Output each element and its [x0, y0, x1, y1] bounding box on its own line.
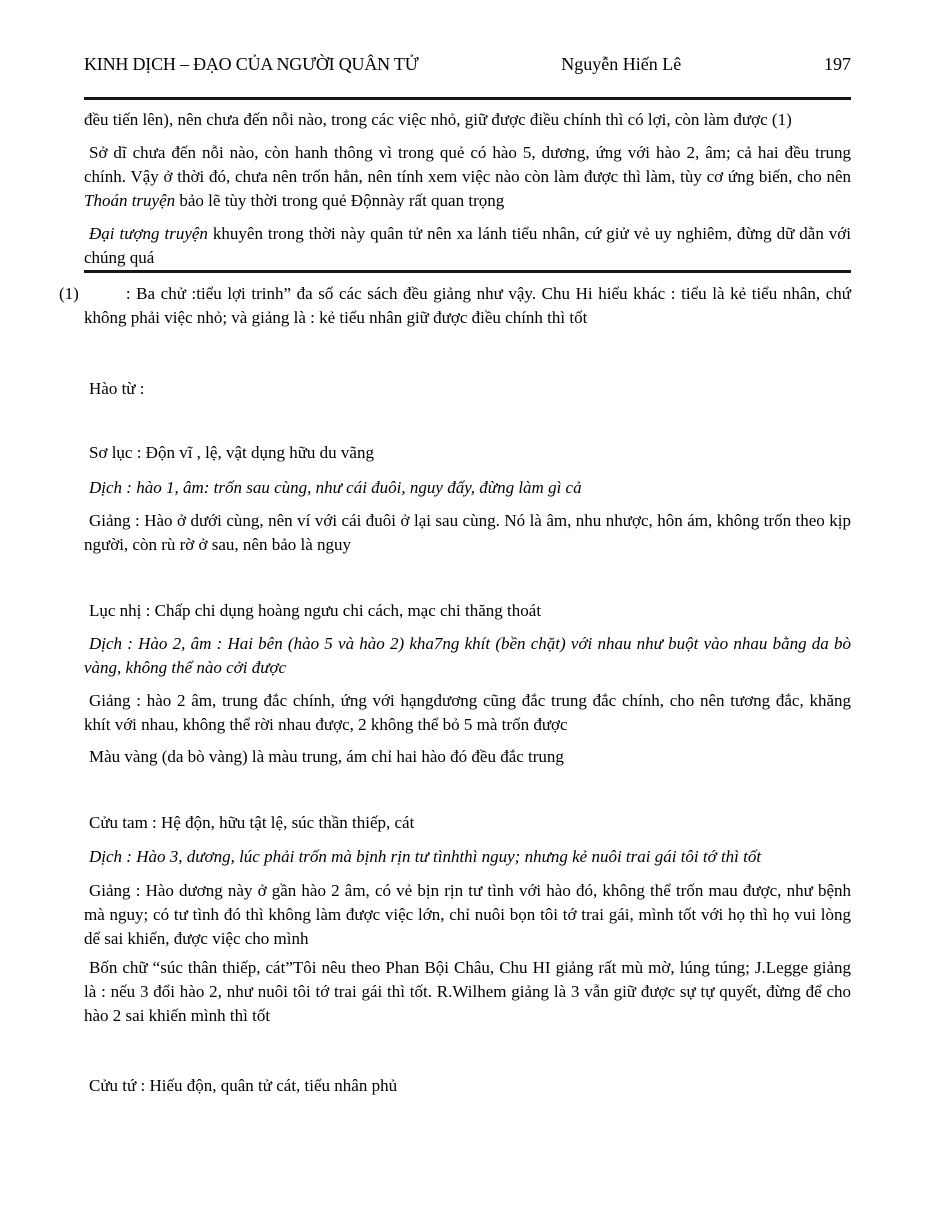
line-so-luc — [84, 441, 851, 465]
giang-hao-2 — [84, 689, 851, 737]
text-segment: Cửu tứ : Hiếu độn, quân tử cát, tiểu nhân phủ — [89, 1076, 398, 1095]
text-segment: Lục nhị : Chấp chi dụng hoàng ngưu chi cách, mạc chi thăng thoát — [89, 601, 542, 620]
text-segment: Sở dĩ chưa đến nỗi nào, còn hanh thông vì trong quẻ có hào 5, dương, ứng với hào 2, âm; cả hai đều trung chính. Vậy ở thời đó, chưa nên trốn hẳn, nên tính xem việc nào còn làm được thì làm, tùy cơ ứng biến, cho nên — [84, 143, 851, 186]
text-segment: Giảng : hào 2 âm, trung đắc chính, ứng với hạngdương cũng đắc trung đắc chính, cho nên tương đắc, khăng khít với nhau, không thể rời nhau được, 2 không thể bỏ 5 mà trốn được — [84, 691, 851, 734]
giang-hao-3 — [84, 879, 851, 951]
text-segment: Màu vàng (da bò vàng) là màu trung, ám chỉ hai hào đó đều đắc trung — [89, 747, 564, 766]
text-segment: khuyên trong thời này quân tử nên xa lánh tiểu nhân, cứ giử vẻ uy nghiêm, đừng dữ dằn với chúng quá — [84, 224, 851, 267]
footnote-1 — [59, 282, 851, 330]
text-segment: Giảng : Hào ở dưới cùng, nên ví với cái đuôi ở lại sau cùng. Nó là âm, nhu nhược, hôn ám, không trốn theo kịp người, còn rù rờ ở sau, nên bảo là nguy — [84, 511, 851, 554]
text-segment: đều tiến lên), nên chưa đến nỗi nào, trong các việc nhỏ, giữ được điều chính thì có lợi, còn làm được (1) — [84, 110, 792, 129]
giang-hao-1 — [84, 509, 851, 557]
para-dai-tuong-truyen — [84, 222, 851, 270]
book-title: KINH DỊCH – ĐẠO CỦA NGƯỜI QUÂN TỬ — [84, 54, 419, 74]
text-segment: (1) — [59, 284, 79, 303]
dich-hao-2 — [84, 632, 851, 680]
page-number: 197 — [824, 54, 851, 74]
footnote-separator-rule — [84, 270, 851, 273]
page-header — [84, 53, 851, 75]
para-so-di — [84, 141, 851, 213]
line-luc-nhi — [84, 599, 851, 623]
page-body — [59, 108, 851, 1098]
text-segment: Dịch : Hào 2, âm : Hai bên (hào 5 và hào 2) kha7ng khít (bền chặt) với nhau như buột vào nhau bằng da bò vàng, không thể nào cởi được — [84, 634, 851, 677]
text-segment: Dịch : Hào 3, dương, lúc phải trốn mà bịnh rịn tư tìnhthì nguy; nhưng kẻ nuôi trai gái tôi tớ thì tốt — [89, 847, 762, 866]
text-segment: Bốn chữ “súc thân thiếp, cát”Tôi nêu theo Phan Bội Châu, Chu HI giảng rất mù mờ, lúng túng; J.Legge giảng là : nếu 3 đổi hào 2, như nuôi tôi tớ trai gái thì tốt. R.Wilhem giảng là 3 vẫn giữ được sự tự quyết, đừng để cho hào 2 sai khiến mình thì tốt — [84, 958, 851, 1025]
text-segment: : Ba chử :tiểu lợi trinh” đa số các sách đều giảng như vậy. Chu Hi hiểu khác : tiểu là kẻ tiểu nhân, chứ không phải việc nhỏ; và giảng là : kẻ tiểu nhân giữ được điều chính thì tốt — [84, 284, 851, 327]
text-segment: Đại tượng truyện — [89, 224, 208, 243]
dich-hao-1 — [84, 476, 851, 500]
para-continuation — [84, 108, 851, 132]
text-segment: Cửu tam : Hệ độn, hữu tật lệ, súc thần thiếp, cát — [89, 813, 415, 832]
para-mau-vang — [84, 745, 851, 769]
para-bon-chu — [84, 956, 851, 1028]
heading-hao-tu — [84, 377, 851, 401]
text-segment: Giảng : Hào dương này ở gần hào 2 âm, có vẻ bịn rịn tư tình với hào đó, không thể trốn mau được, như bệnh mà nguy; có tư tình đó thì không làm được việc lớn, chỉ nuôi bọn tôi tớ trai gái, mình tốt với họ thì họ vui lòng dể sai khiến, được việc cho mình — [84, 881, 851, 948]
text-segment: Thoán truyện — [84, 191, 176, 210]
page-content — [59, 0, 851, 1098]
line-cuu-tu — [84, 1074, 851, 1098]
author-name: Nguyễn Hiến Lê — [561, 54, 682, 74]
text-segment: Hào từ : — [89, 379, 145, 398]
text-segment: Dịch : hào 1, âm: trốn sau cùng, như cái đuôi, nguy đấy, đừng làm gì cả — [89, 478, 582, 497]
text-segment: Sơ lục : Độn vĩ , lệ, vật dụng hữu du vãng — [89, 443, 374, 462]
line-cuu-tam — [84, 811, 851, 835]
header-rule — [84, 97, 851, 100]
text-segment: bảo lẽ tùy thời trong quẻ Độnnày rất quan trọng — [175, 191, 505, 210]
dich-hao-3 — [84, 845, 851, 869]
